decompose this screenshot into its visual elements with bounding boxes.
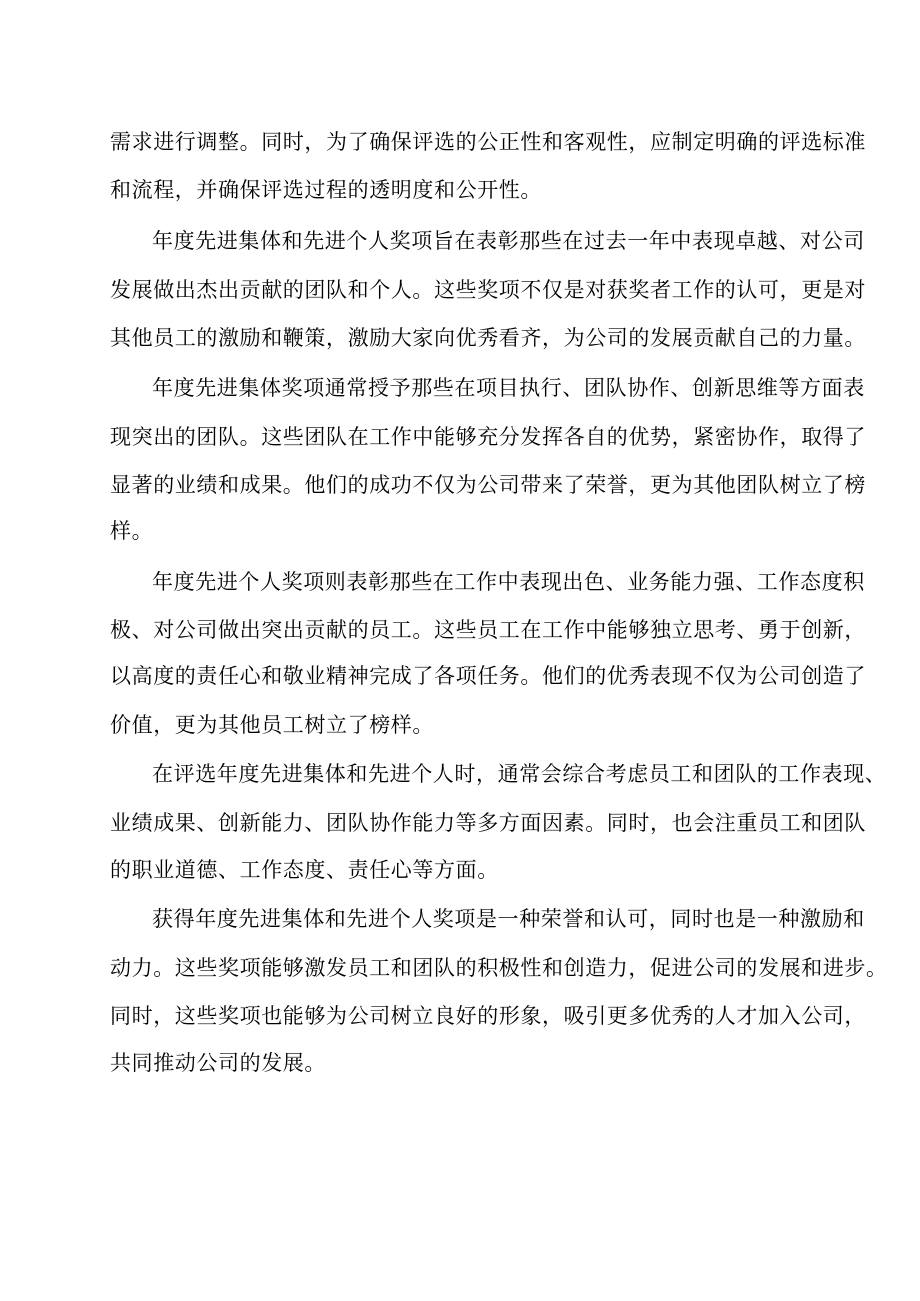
text-line: 共同推动公司的发展。: [110, 1051, 326, 1075]
text-line: 样。: [110, 519, 154, 543]
text-line: 和流程，并确保评选过程的透明度和公开性。: [110, 178, 542, 202]
text-line: 发展做出杰出贡献的团队和个人。这些奖项不仅是对获奖者工作的认可，更是对: [110, 278, 866, 302]
text-line: 以高度的责任心和敬业精神完成了各项任务。他们的优秀表现不仅为公司创造了: [110, 664, 866, 688]
text-line: 极、对公司做出突出贡献的员工。这些员工在工作中能够独立思考、勇于创新，: [110, 618, 866, 642]
text-line: 动力。这些奖项能够激发员工和团队的积极性和创造力，促进公司的发展和进步。: [110, 956, 888, 980]
paragraph-first-line: 年度先进集体奖项通常授予那些在项目执行、团队协作、创新思维等方面表: [152, 376, 865, 400]
paragraph-first-line: 获得年度先进集体和先进个人奖项是一种荣誉和认可，同时也是一种激励和: [152, 907, 865, 931]
paragraph-first-line: 年度先进集体和先进个人奖项旨在表彰那些在过去一年中表现卓越、对公司: [152, 229, 865, 253]
text-line: 同时，这些奖项也能够为公司树立良好的形象，吸引更多优秀的人才加入公司，: [110, 1004, 866, 1028]
paragraph-first-line: 在评选年度先进集体和先进个人时，通常会综合考虑员工和团队的工作表现、: [152, 762, 887, 786]
text-line: 现突出的团队。这些团队在工作中能够充分发挥各自的优势，紧密协作，取得了: [110, 425, 866, 449]
paragraph-first-line: 年度先进个人奖项则表彰那些在工作中表现出色、业务能力强、工作态度积: [152, 570, 865, 594]
text-line: 价值，更为其他员工树立了榜样。: [110, 713, 434, 737]
text-line: 其他员工的激励和鞭策，激励大家向优秀看齐，为公司的发展贡献自己的力量。: [110, 326, 866, 350]
text-line: 的职业道德、工作态度、责任心等方面。: [110, 858, 499, 882]
text-line: 显著的业绩和成果。他们的成功不仅为公司带来了荣誉，更为其他团队树立了榜: [110, 473, 866, 497]
text-line: 需求进行调整。同时，为了确保评选的公正性和客观性，应制定明确的评选标准: [110, 130, 866, 154]
text-line: 业绩成果、创新能力、团队协作能力等多方面因素。同时，也会注重员工和团队: [110, 811, 866, 835]
